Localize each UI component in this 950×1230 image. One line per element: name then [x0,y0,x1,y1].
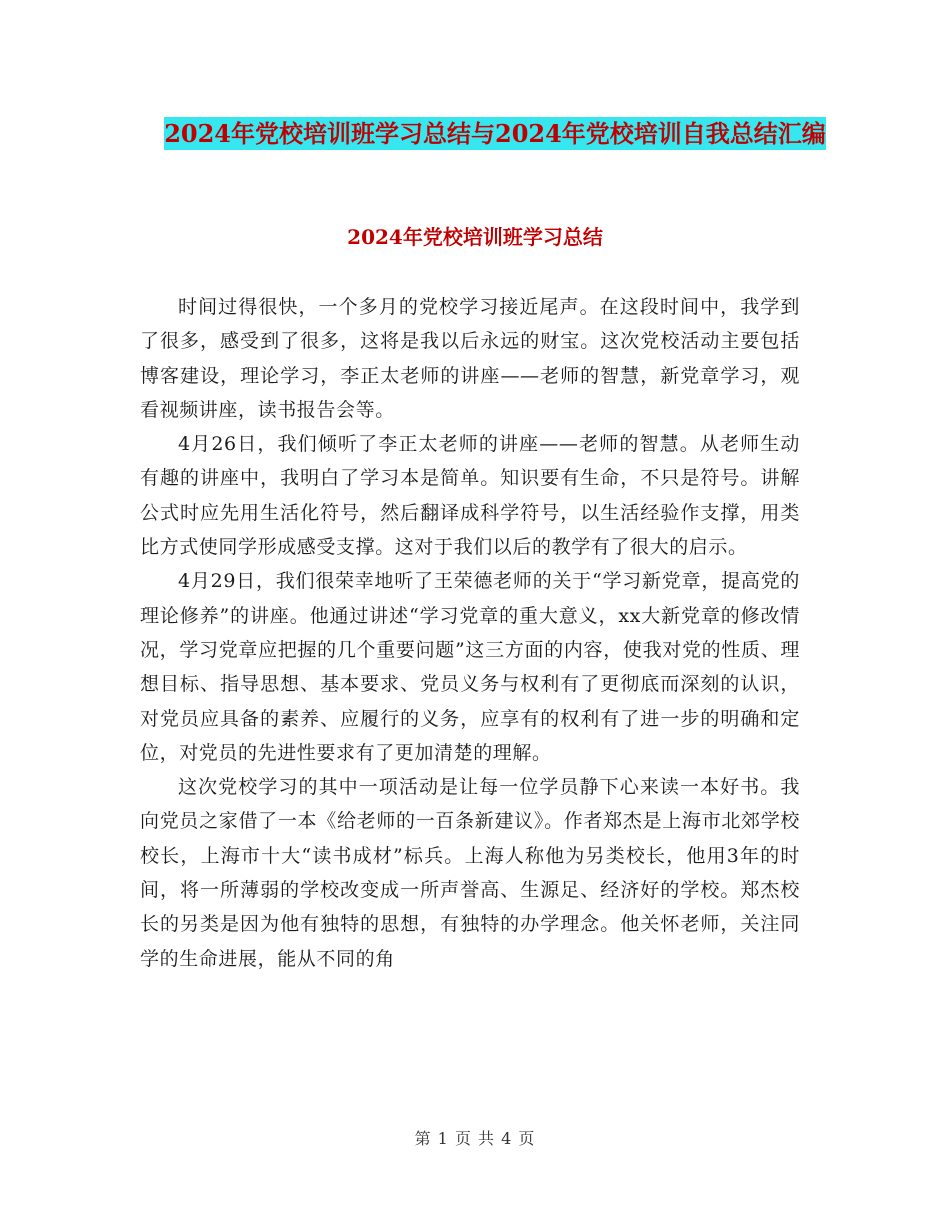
paragraph-1: 时间过得很快，一个多月的党校学习接近尾声。在这段时间中，我学到了很多，感受到了很多，这将是我以后永远的财宝。这次党校活动主要包括博客建设，理论学习，李正太老师的讲座——老师的智慧，新党章学习，观看视频讲座，读书报告会等。 [140,296,800,421]
body-text [140,290,800,976]
document-title-text: 2024年党校培训班学习总结与2024年党校培训自我总结汇编 [164,119,826,148]
paragraph-4: 这次党校学习的其中一项活动是让每一位学员静下心来读一本好书。我向党员之家借了一本《给老师的一百条新建议》。作者郑杰是上海市北郊学校校长，上海市十大“读书成材”标兵。上海人称他为另类校长，他用3年的时间，将一所薄弱的学校改变成一所声誉高、生源足、经济好的学校。郑杰校长的另类是因为他有独特的思想，有独特的办学理念。他关怀老师，关注同学的生命进展，能从不同的角 [140,776,800,970]
paragraph-2: 4月26日，我们倾听了李正太老师的讲座——老师的智慧。从老师生动有趣的讲座中，我明白了学习本是简单。知识要有生命，不只是符号。讲解公式时应先用生活化符号，然后翻译成科学符号，以生活经验作支撑，用类比方式使同学形成感受支撑。这对于我们以后的教学有了很大的启示。 [140,433,800,559]
document-title [140,112,850,156]
page-footer: 第 1 页 共 4 页 [414,1129,536,1148]
section-title: 2024年党校培训班学习总结 [347,225,603,249]
paragraph-3: 4月29日，我们很荣幸地听了王荣德老师的关于“学习新党章，提高党的理论修养”的讲座。他通过讲述“学习党章的重大意义，xx大新党章的修改情况，学习党章应把握的几个重要问题”这三方面的内容，使我对党的性质、理想目标、指导思想、基本要求、党员义务与权利有了更彻底而深刻的认识，对党员应具备的素养、应履行的义务，应享有的权利有了进一步的明确和定位，对党员的先进性要求有了更加清楚的理解。 [140,570,800,764]
